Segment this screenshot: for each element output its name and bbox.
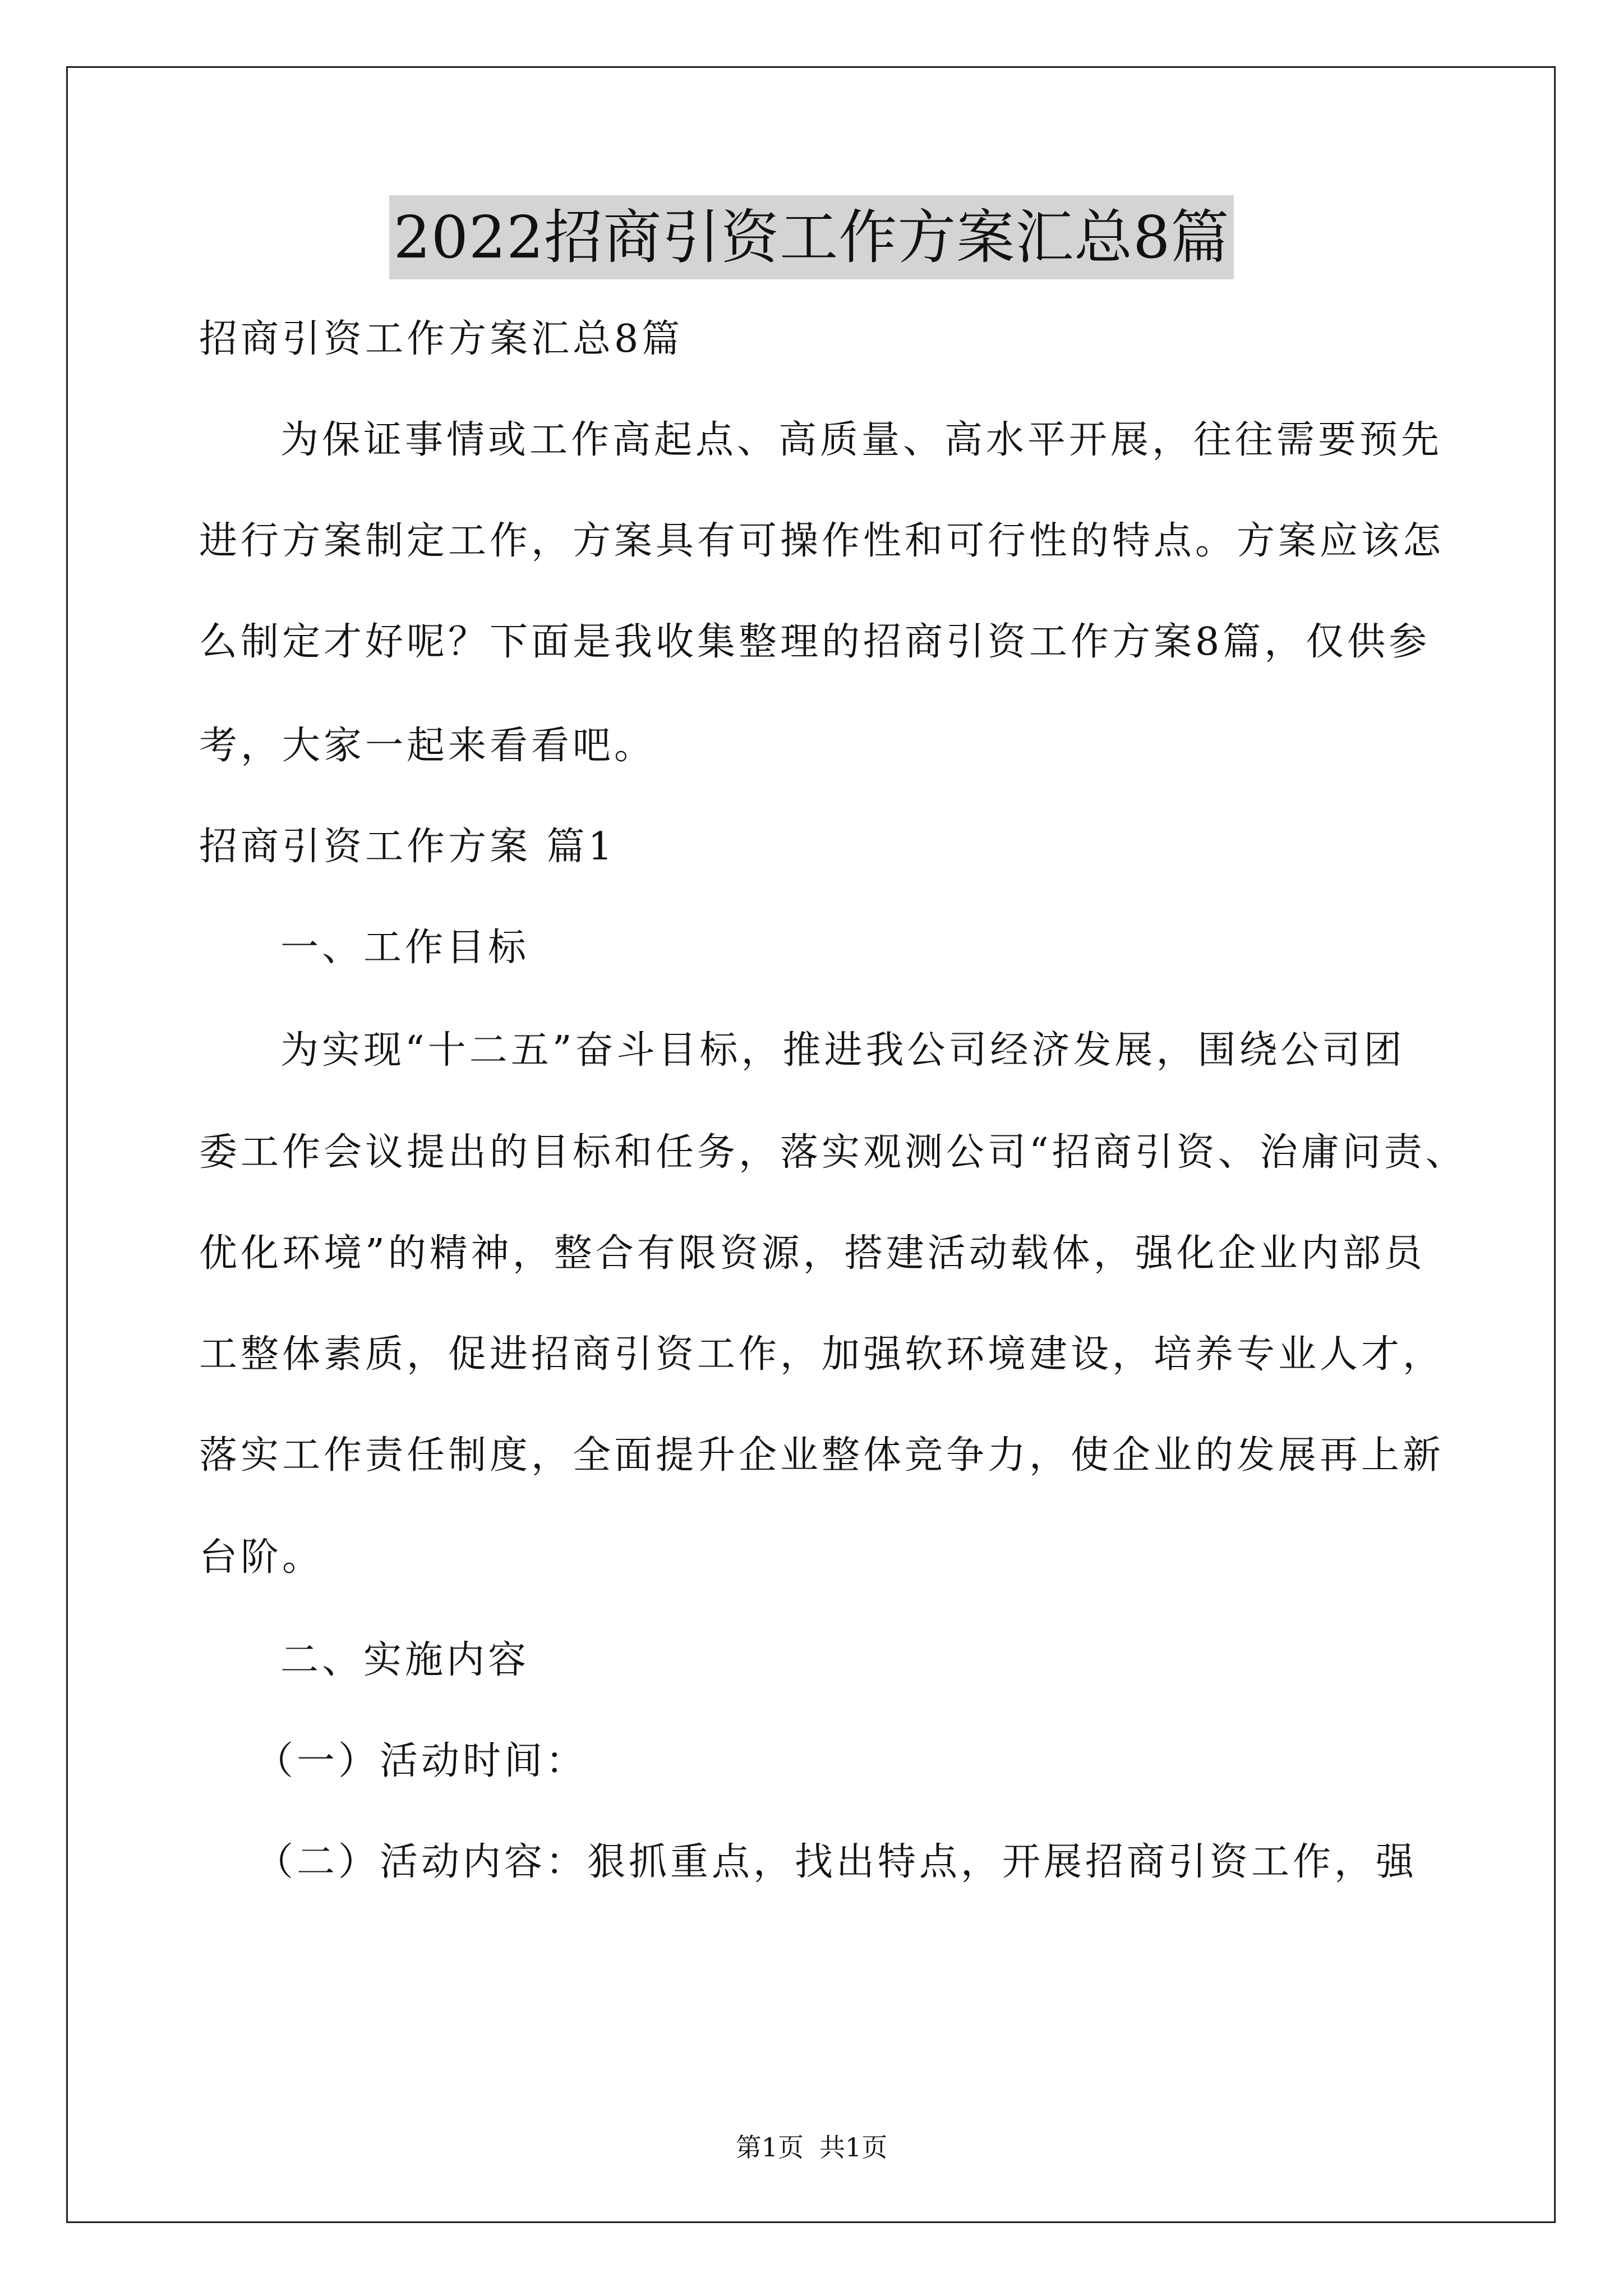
title-container (0, 195, 1623, 279)
body-line: 委工作会议提出的目标和任务，落实观测公司“招商引资、治庸问责、 (199, 1130, 1467, 1175)
body-line: 台阶。 (199, 1535, 324, 1580)
body-line: 么制定才好呢？下面是我收集整理的招商引资工作方案8篇，仅供参 (199, 620, 1431, 664)
page-total: 共1页 (819, 2132, 888, 2162)
body-line: 为保证事情或工作高起点、高质量、高水平开展，往往需要预先 (280, 418, 1443, 462)
page-number: 第1页 (735, 2132, 804, 2162)
body-line: 工整体素质，促进招商引资工作，加强软环境建设，培养专业人才， (199, 1332, 1445, 1377)
body-line: 为实现“十二五”奋斗目标，推进我公司经济发展，围绕公司团 (280, 1028, 1405, 1073)
list-item: （二）活动内容：狠抓重点，找出特点，开展招商引资工作，强 (255, 1840, 1418, 1884)
sub-heading: 一、工作目标 (280, 926, 530, 970)
body-line: 优化环境”的精神，整合有限资源，搭建活动载体，强化企业内部员 (199, 1231, 1426, 1276)
body-line: 考，大家一起来看看吧。 (199, 724, 656, 768)
body-line: 进行方案制定工作，方案具有可操作性和可行性的特点。方案应该怎 (199, 519, 1445, 563)
section-heading: 招商引资工作方案 篇1 (199, 825, 616, 869)
sub-heading: 二、实施内容 (280, 1638, 530, 1682)
list-item: （一）活动时间： (255, 1739, 588, 1783)
document-title: 2022招商引资工作方案汇总8篇 (389, 195, 1234, 279)
subtitle-line: 招商引资工作方案汇总8篇 (199, 317, 684, 361)
page-footer (0, 2131, 1623, 2164)
body-line: 落实工作责任制度，全面提升企业整体竞争力，使企业的发展再上新 (199, 1433, 1445, 1478)
